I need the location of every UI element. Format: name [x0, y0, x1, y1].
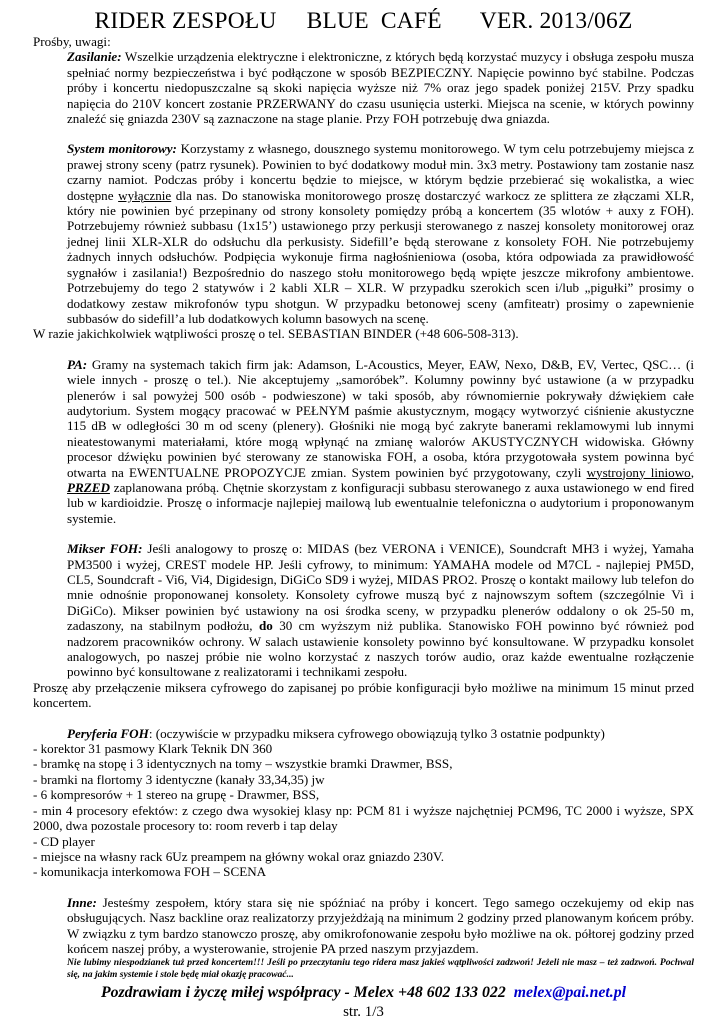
list-item: - 6 kompresorów + 1 stereo na grupę - Drawmer, BSS,	[33, 787, 320, 803]
section-zasilanie	[33, 49, 694, 126]
list-item: - min 4 procesory efektów: z czego dwa wysokiej klasy np: PCM 81 i wyższe najchętniej PCM96, TC 2000 i wyższe, SPX 2000, dwa pozostale procesory to: room reverb i tap delay	[33, 802, 694, 834]
monitor-underlined: wyłącznie	[118, 187, 172, 203]
mikser-note: Proszę aby przełączenie miksera cyfrowego do zapisanej po próbie konfiguracji było możliwe na minimum 15 minut przed koncertem.	[33, 679, 694, 711]
section-peryferia	[33, 726, 694, 741]
list-item: - komunikacja interkomowa FOH – SCENA	[33, 864, 267, 880]
mikser-text-1: Jeśli analogowy to proszę o: MIDAS (bez VERONA i VENICE), Soundcraft MH3 i wyżej, Yamaha PM3500 i wyżej, CREST modele HP. Jeśli cyfrowy, to minimum: YAMAHA modele od M7CL - najlepiej PM5D, CL5, Soundcraft - Vi6, Vi4, Digidesign, DiGiCo SD9 i wyżej, MIDAS PRO2. Proszę o kontakt mailowy lub telefon do mnie odnośnie proponowanej konsolety. Konsolety cyfrowe muszą być z najnowszym softem (szczególnie Vi i DiGiCo). Mikser powinien być ustawiony na osi środka sceny, w przypadku plenerów oddalony o ok 25-50 m, zadaszony, na stabilnym podłożu,	[67, 541, 694, 634]
pa-text-1: Gramy na systemach takich firm jak: Adamson, L-Acoustics, Meyer, EAW, Nexo, D&B, EV, Vertec, QSC… (i wiele innych - proszę o tel.). Nie akceptujemy „samoróbek”. Kolumny powinny być ustawione (a w przypadku plenerów i sal powyżej 500 osób - podwieszone) w taki sposób, aby równomiernie pokrywały dźwiękiem całe audytorium. System mogący pracować w PEŁNYM paśmie akustycznym, mogący wytworzyć ciśnienie akustyczne 115 dB w odległości 30 m od sceny (plenery). Głośniki nie mogą być zakryte banerami reklamowymi lub innymi nieatestowanymi materiałami, które mogą wpłynąć na zmianę walorów AKUSTYCZNYCH widowiska. Główny procesor dźwięku powinien być sterowany ze stanowiska FOH, a osoba, która przygotowała system powinna być otwarta na EWENTUALNE PROPOZYCJE zmian. System powinien być przygotowany, czyli	[67, 356, 694, 480]
greeting-line	[33, 983, 694, 1002]
zasilanie-label: Zasilanie:	[67, 49, 122, 65]
list-item: - korektor 31 pasmowy Klark Teknik DN 360	[33, 741, 273, 757]
section-pa	[33, 357, 694, 526]
inne-label: Inne:	[67, 894, 97, 910]
email-link[interactable]: melex@pai.net.pl	[513, 984, 627, 1002]
page-number: str. 1/3	[343, 1004, 384, 1021]
pa-label: PA:	[67, 356, 88, 372]
list-item: - miejsce na własny rack 6Uz preampem na główny wokal oraz gniazdo 230V.	[33, 848, 444, 864]
document-title	[33, 8, 694, 34]
footer-note: Nie lubimy niespodzianek tuż przed koncertem!!! Jeśli po przeczytaniu tego ridera masz jakieś wątpliwości zadzwoń! Jeżeli nie masz – też zadzwoń. Pochwal się, na jakim systemie i stole będę miał okazję pracować...	[67, 957, 694, 981]
monitor-text-2: dla nas. Do stanowiska monitorowego proszę dostarczyć warkocz ze splittera ze złączami XLR, który nie powinien być przepinany od strony konsolety pomiędzy próbą a koncertem (35 wlotów + auxy z FOH). Potrzebujemy również subbasu (1x15’) ustawionego przy perkusji sterowanego z naszej konsolety monitorowej oraz jednej linii XLR-XLR do odsłuchu dla perkusisty. Sidefill’e będą sterowane z konsolety FOH. Nie potrzebujemy żadnych innych odsłuchów. Podpięcia wykonuje firma nagłośnieniowa (osoba, która odpowiada za prawidłowość sygnałów i zasilania!) Bezpośrednio do naszego stołu monitorowego będą wpięte jeszcze mikrofony ambientowe. Potrzebujemy do tego 2 statywów i 2 kabli XLR – XLR. W przypadku szerokich scen i/lub „pigułki” prosimy o dodatkowy zestaw mikrofonów typu shotgun. W przypadku betonowej sceny (amfiteatr) prosimy o zapewnienie subbasów do sidefill’a lub dodatkowych kolumn basowych na scenę.	[67, 187, 694, 326]
pa-text-2: zaplanowana próbą. Chętnie skorzystam z konfiguracji subbasu sterowanego z auxa ustawionego w end fired lub w kardioidzie. Proszę o informacje najlepiej mailową lub ewentualnie telefoniczna o audytorium i proponowanym systemie.	[67, 479, 694, 526]
section-inne	[33, 895, 694, 957]
mikser-bold-do: do	[258, 618, 273, 634]
mikser-label: Mikser FOH:	[67, 541, 143, 557]
list-item: - bramkę na stopę i 3 identycznych na tomy – wszystkie bramki Drawmer, BSS,	[33, 756, 453, 772]
mikser-text-2: 30 cm wyższym niż publika. Stanowisko FOH powinno być również pod nadzorem pracowników ochrony. W salach ustawienie konsolety powinno być konsultowane. W przypadku konsolet analogowych, po naszej próbie nie wolno korzystać z naszych torów audio, oraz każde ewentualne rozłączenie powinno być konsultowane z realizatorami i technikami zespołu.	[67, 618, 694, 680]
pa-underlined: wystrojony liniowo	[586, 464, 691, 480]
section-monitor	[33, 141, 694, 326]
monitor-label: System monitorowy:	[67, 141, 177, 157]
list-item: - CD player	[33, 833, 95, 849]
monitor-text-1: Korzystamy z własnego, dousznego systemu monitorowego. W tym celu potrzebujemy miejsca z prawej strony sceny (patrz rysunek). Powinien to być dodatkowy moduł min. 3x3 metry. Postawiony tam zostanie nasz czarny namiot. Podczas próby i koncertu będzie to miejsce, w którym będzie przebierać się wokalistka, a wiec dostępne	[67, 141, 694, 203]
section-mikser	[33, 541, 694, 680]
zasilanie-text: Wszelkie urządzenia elektryczne i elektroniczne, z których będą korzystać muzycy i obsługa zespołu musza spełniać normy bezpieczeństwa i być podłączone w sposób BEZPIECZNY. Napięcie powinno być stabilne. Podczas próby i koncertu niedopuszczalne są skoki napięcia wyższe niż 7% oraz jego spadek poniżej 215V. Przy spadku napięcia do 210V koncert zostanie PRZERWANY do czasu usunięcia usterki. Miejsca na scenie, w których powinny znaleźć się gniazda 230V są zaznaczone na stage planie. Przy FOH potrzebuję dwa gniazda.	[67, 49, 694, 127]
peryferia-list	[33, 741, 694, 880]
greeting-text: Pozdrawiam i życzę miłej współpracy - Melex +48 602 133 022	[100, 984, 506, 1002]
inne-text: Jesteśmy zespołem, który stara się nie spóźniać na próby i koncert. Tego samego oczekujemy od ekip nas obsługujących. Nasz backline oraz realizatorzy przyjeżdżają na minimum 2 godziny przed planowanym końcem próby. W związku z tym bardzo stanowczo proszę, aby omikrofonowanie zespołu było możliwe na ok. półtorej godziny przed końcem naszej próby, a wysterowanie, strojenie PA przed naszym przyjazdem.	[67, 894, 694, 956]
intro-line: Prośby, uwagi:	[33, 34, 111, 49]
peryferia-text: : (oczywiście w przypadku miksera cyfrowego obowiązują tylko 3 ostatnie podpunkty)	[148, 725, 605, 741]
pa-comma: ,	[690, 464, 694, 480]
peryferia-label: Peryferia FOH	[67, 725, 149, 741]
list-item: - bramki na flortomy 3 identyczne (kanały 33,34,35) jw	[33, 771, 325, 787]
title-rider: RIDER ZESPOŁU	[94, 8, 277, 34]
monitor-contact: W razie jakichkolwiek wątpliwości proszę o tel. SEBASTIAN BINDER (+48 606-508-313).	[33, 326, 519, 342]
title-band: BLUE CAFÉ	[306, 8, 442, 34]
title-version: VER. 2013/06Z	[479, 8, 633, 34]
pa-przed: PRZED	[67, 479, 110, 495]
